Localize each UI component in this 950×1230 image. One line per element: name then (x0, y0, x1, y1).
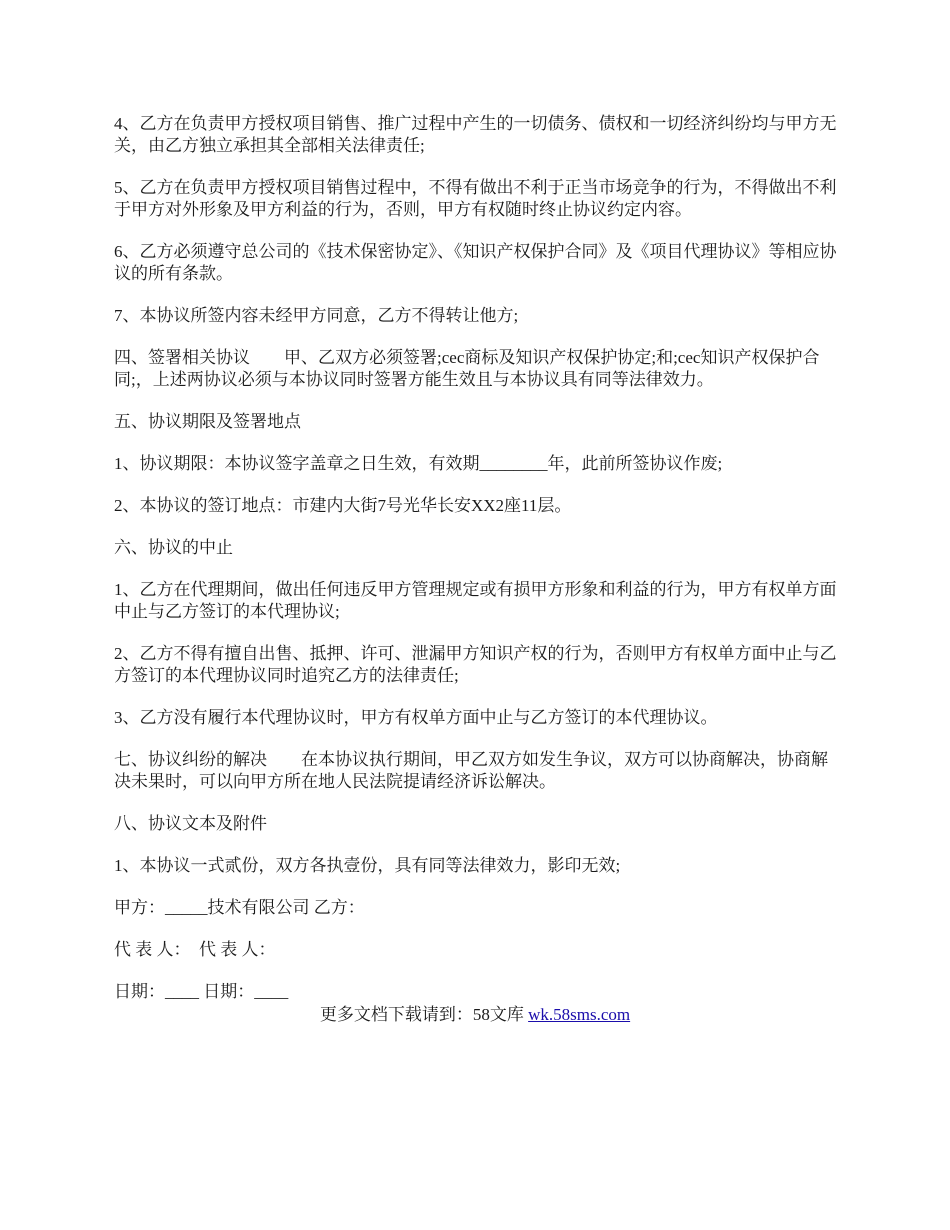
termination-clause-1: 1、乙方在代理期间，做出任何违反甲方管理规定或有损甲方形象和利益的行为，甲方有权单方面中止与乙方签订的本代理协议; (114, 580, 837, 621)
clause-4: 4、乙方在负责甲方授权项目销售、推广过程中产生的一切债务、债权和一切经济纠纷均与甲方无关，由乙方独立承担其全部相关法律责任; (114, 114, 837, 155)
clause-5: 5、乙方在负责甲方授权项目销售过程中，不得有做出不利于正当市场竞争的行为，不得做出不利于甲方对外形象及甲方利益的行为，否则，甲方有权随时终止协议约定内容。 (114, 178, 837, 219)
section-6-heading: 六、协议的中止 (114, 538, 233, 557)
download-footer (0, 1004, 950, 1026)
section-7-dispute-resolution: 七、协议纠纷的解决 在本协议执行期间，甲乙双方如发生争议，双方可以协商解决，协商解决未果时，可以向甲方所在地人民法院提请经济诉讼解决。 (114, 750, 828, 791)
signing-location-clause: 2、本协议的签订地点：市建内大街7号光华长安XX2座11层。 (114, 496, 572, 515)
termination-clause-3: 3、乙方没有履行本代理协议时，甲方有权单方面中止与乙方签订的本代理协议。 (114, 708, 718, 727)
clause-7: 7、本协议所签内容未经甲方同意，乙方不得转让他方; (114, 306, 519, 325)
dates-line: 日期：____ 日期：____ (114, 982, 289, 1001)
section-8-heading: 八、协议文本及附件 (114, 814, 267, 833)
section-5-heading: 五、协议期限及签署地点 (114, 412, 301, 431)
footer-link[interactable]: wk.58sms.com (528, 1005, 631, 1024)
clause-6: 6、乙方必须遵守总公司的《技术保密协定》、《知识产权保护合同》及《项目代理协议》等相应协议的所有条款。 (114, 242, 837, 283)
parties-line: 甲方：_____技术有限公司 乙方： (114, 898, 365, 917)
document-body (114, 113, 844, 1023)
footer-text: 更多文档下载请到：58文库 (319, 1005, 529, 1024)
section-4-related-agreements: 四、签署相关协议 甲、乙双方必须签署;cec商标及知识产权保护协定;和;cec知识产权保护合同;，上述两协议必须与本协议同时签署方能生效且与本协议具有同等法律效力。 (114, 348, 820, 389)
representatives-line: 代 表 人： 代 表 人： (114, 940, 276, 959)
termination-clause-2: 2、乙方不得有擅自出售、抵押、许可、泄漏甲方知识产权的行为，否则甲方有权单方面中止与乙方签订的本代理协议同时追究乙方的法律责任; (114, 644, 837, 685)
term-clause: 1、协议期限：本协议签字盖章之日生效，有效期________年，此前所签协议作废; (114, 454, 723, 473)
copies-clause: 1、本协议一式贰份，双方各执壹份，具有同等法律效力，影印无效; (114, 856, 621, 875)
